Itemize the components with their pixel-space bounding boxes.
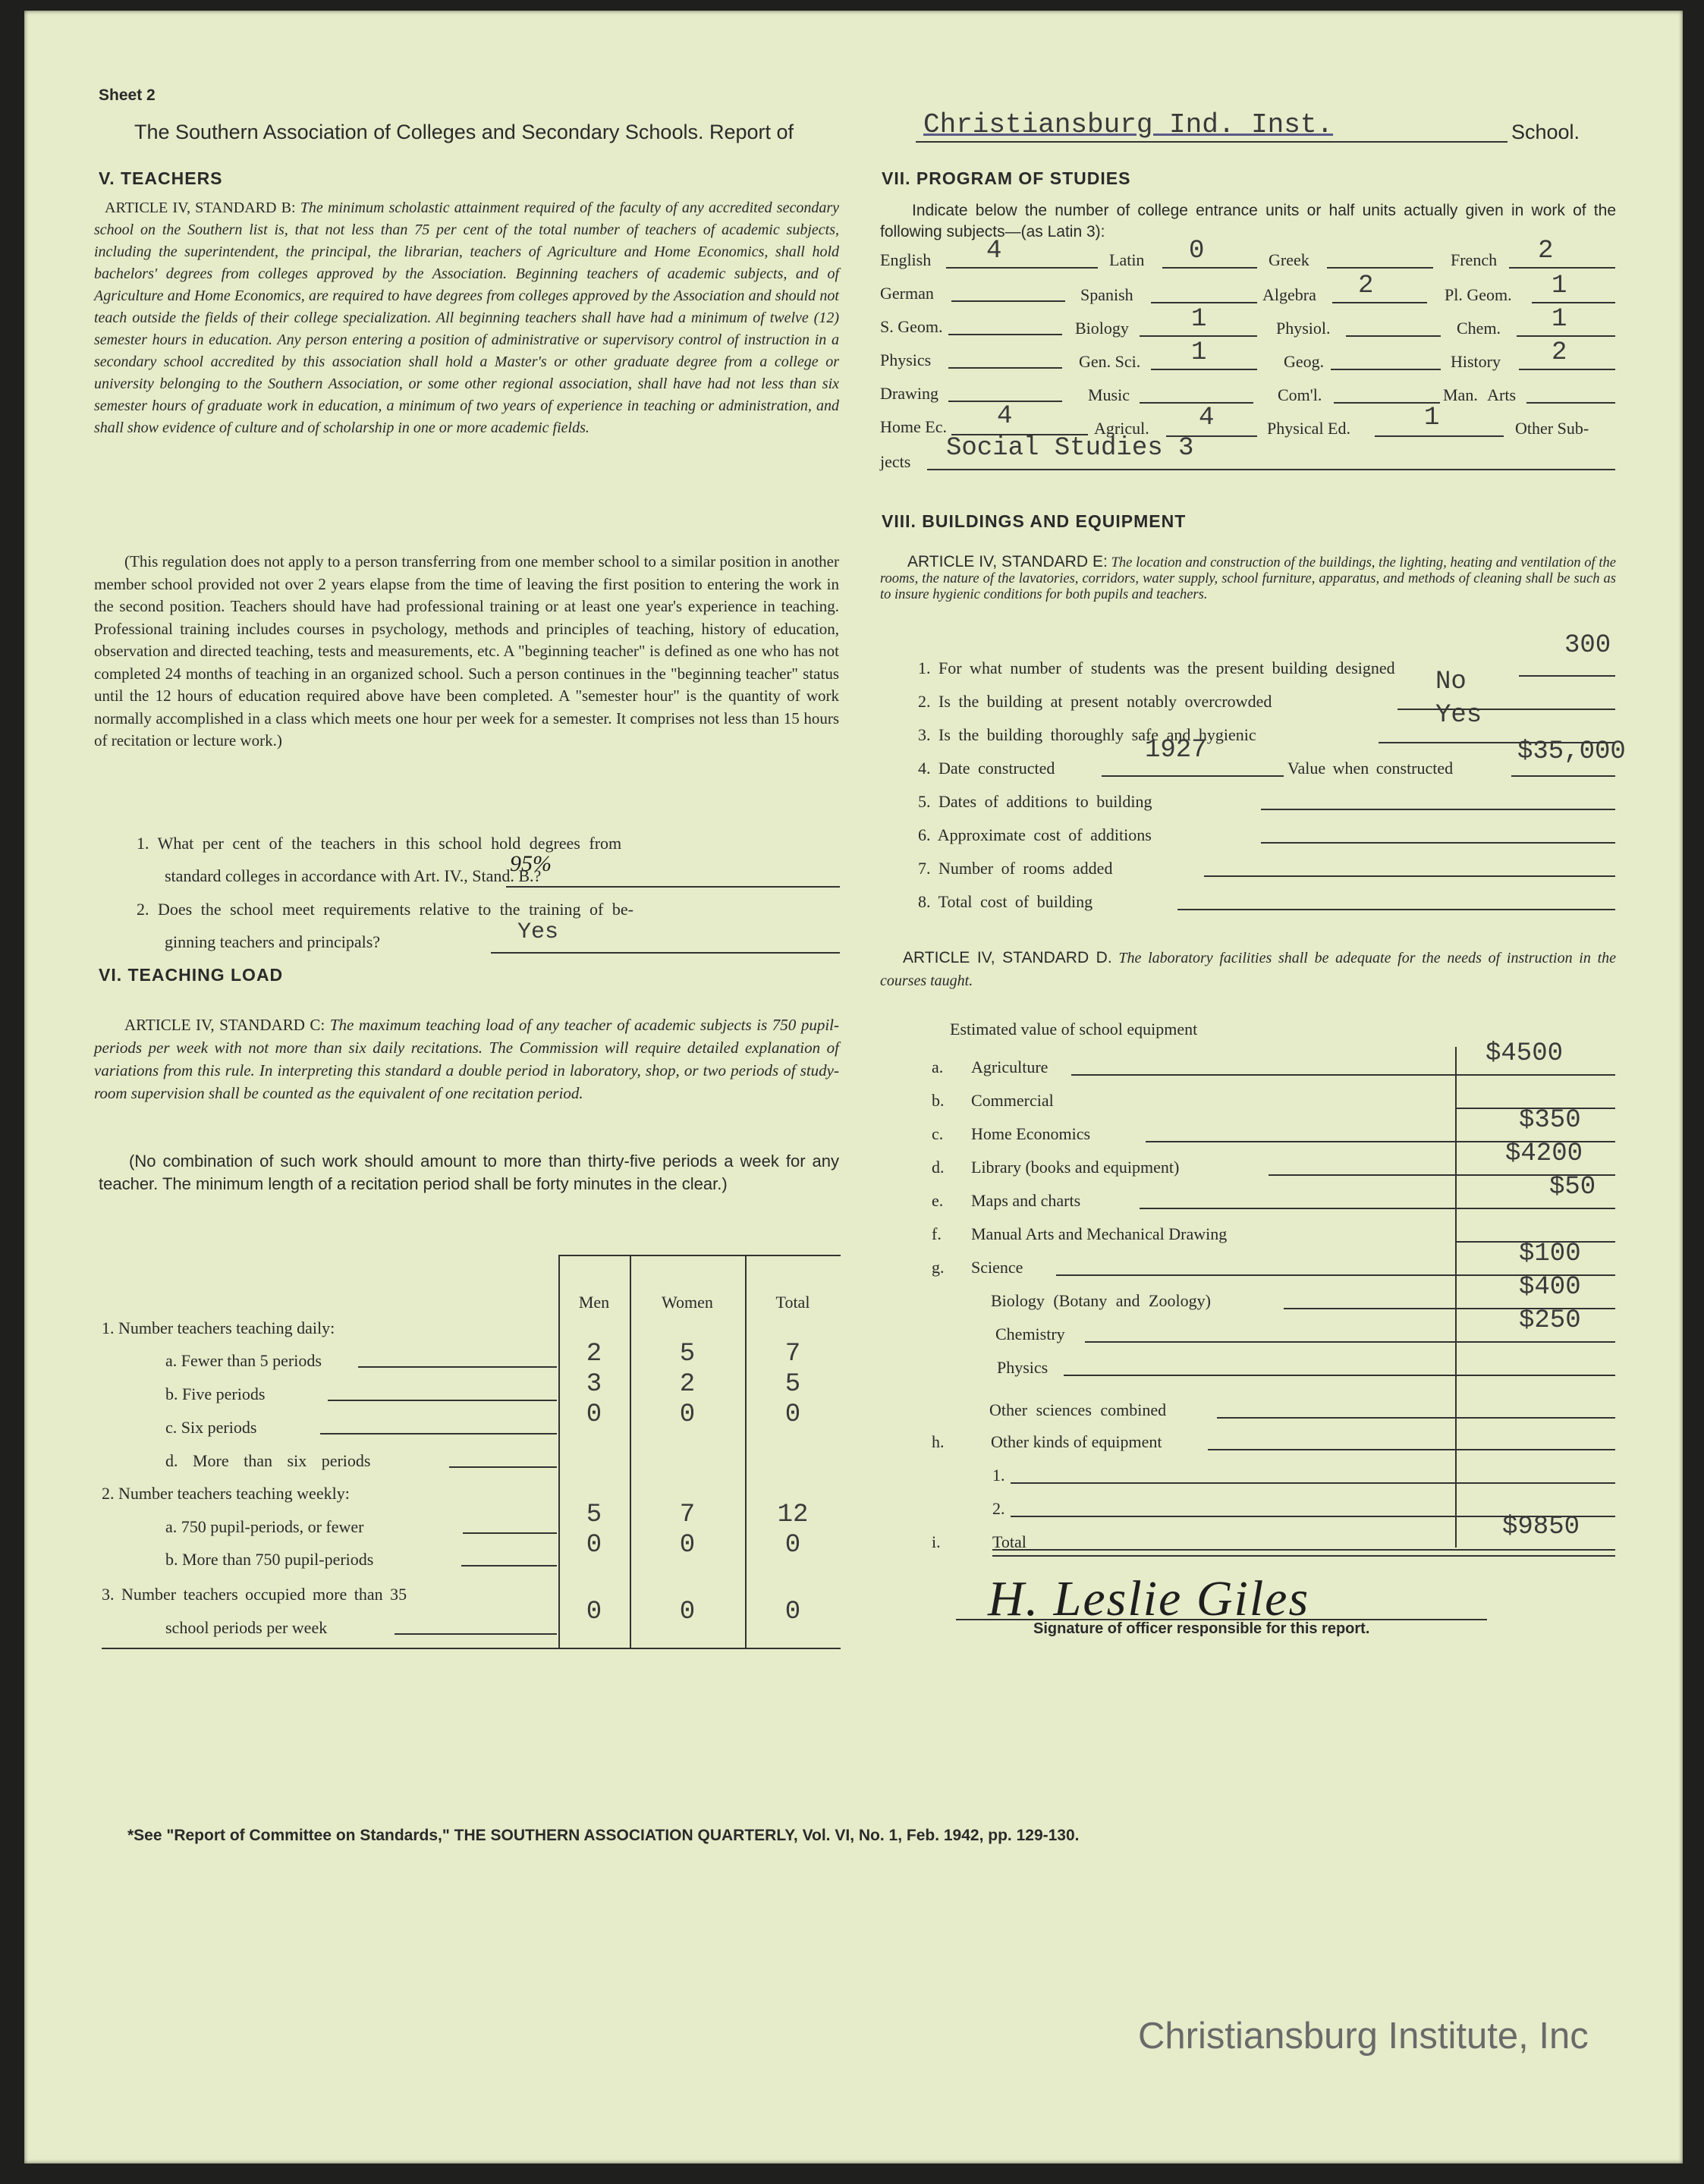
equip-letter: b. — [932, 1091, 945, 1110]
table-divider — [558, 1255, 560, 1649]
building-question: 2. Is the building at present notably overcrowded — [918, 692, 1272, 711]
equip-label: Chemistry — [995, 1325, 1065, 1343]
subject-rule — [948, 367, 1062, 369]
table-row-label: b. More than 750 pupil-periods — [165, 1550, 374, 1569]
row-rule — [449, 1466, 557, 1468]
cell-total: 0 — [784, 1531, 801, 1560]
question-rule — [1397, 709, 1615, 710]
building-answer: 300 — [1564, 631, 1611, 660]
buildings-article-text: The location and construction of the buildings, the lighting, heating and ventilation of the rooms, the nature of the lavatories, corridors, water supply, school furniture, apparatus, and methods of cleaning shall be such as to insure hygienic conditions for both pupils and teachers. — [880, 555, 1617, 602]
teachers-heading: V. TEACHERS — [99, 168, 223, 188]
subject-label: S. Geom. — [880, 317, 943, 336]
subject-label: Home Ec. — [880, 417, 947, 436]
equip-label: Maps and charts — [971, 1191, 1081, 1210]
equip-label: 2. — [992, 1499, 1005, 1518]
cell-total: 5 — [784, 1370, 801, 1399]
building-question: 1. For what number of students was the present building designed — [918, 658, 1395, 677]
equip-rule — [1064, 1375, 1615, 1376]
cell-men: 0 — [586, 1598, 602, 1626]
subject-rule — [1151, 302, 1257, 303]
subject-label: Pl. Geom. — [1445, 285, 1512, 304]
cell-men: 5 — [586, 1501, 602, 1529]
subject-label: Geog. — [1284, 352, 1325, 371]
equip-value: $4500 — [1485, 1039, 1564, 1068]
equip-label: Agriculture — [971, 1057, 1048, 1076]
cell-women: 0 — [679, 1400, 696, 1429]
buildings-article — [880, 554, 1616, 603]
equip-rule — [1011, 1482, 1615, 1484]
equip-value: $4200 — [1505, 1139, 1583, 1168]
row-rule — [328, 1400, 557, 1401]
cell-men: 0 — [586, 1400, 602, 1429]
building-question: 7. Number of rooms added — [918, 859, 1113, 878]
subject-label: Algebra — [1262, 285, 1316, 304]
subject-value: 1 — [1191, 305, 1207, 334]
subject-label: Physics — [880, 350, 932, 369]
subject-value: 0 — [1189, 237, 1205, 266]
subject-value: Social Studies 3 — [946, 434, 1194, 463]
subject-rule — [1331, 369, 1441, 370]
value-label: Value when constructed — [1287, 759, 1454, 778]
table-row-label: school periods per week — [165, 1618, 328, 1637]
equip-label: Physics — [997, 1358, 1048, 1377]
subject-rule — [1509, 267, 1615, 269]
building-answer: 1927 — [1145, 736, 1207, 765]
table-divider — [102, 1648, 841, 1649]
equipment-heading: Estimated value of school equipment — [950, 1020, 1198, 1039]
equip-value: $100 — [1519, 1240, 1581, 1268]
cell-men: 2 — [586, 1340, 602, 1369]
equip-rule — [1217, 1417, 1615, 1419]
cell-men: 3 — [586, 1370, 602, 1399]
equip-letter: c. — [932, 1124, 944, 1143]
subject-rule — [1346, 335, 1441, 337]
subject-label: History — [1451, 352, 1501, 371]
question-rule — [1261, 809, 1615, 810]
equip-letter: h. — [932, 1432, 945, 1451]
regulation-note: (This regulation does not apply to a person transferring from one member school to a similar position in another member school provided not over 2 years elapse from the time of leaving the first position to entering the work in the second position. Teachers should have had professional training or at least one year's experience in teaching. Professional training includes courses in psychology, methods and principles of teaching, history of education, observation and directed teaching, tests and measurements, etc. A "beginning teacher" is defined as one who has not completed 24 months of teaching in an organized school. Such a person continues in the "beginning teacher" status until the 12 hours of education required above have been completed. A "semester hour" is the quantity of work normally accomplished in a class which meets one hour per week for a semester. It comprises not less than 15 hours of recitation or lecture work.) — [94, 552, 839, 749]
cell-women: 0 — [679, 1531, 696, 1560]
equip-value: $9850 — [1502, 1513, 1580, 1541]
subject-label: Agricul. — [1094, 419, 1149, 438]
teachers-article-text: The minimum scholastic attainment required of the faculty of any accredited secondary school on the Southern list is, that not less than 75 per cent of the total number of teachers of academic subjects, including the superintendent, the principal, the librarian, teachers of Agriculture and Home Economics, shall hold bachelors' degrees from colleges approved by the Association. Beginning teachers of academic subjects, and of Agriculture and Home Economics, are required to have degrees from colleges approved by the Association and should not teach outside the fields of their college specialization. All beginning teachers shall have had a minimum of twelve (12) semester hours in education. Any person entering a position of administrative or supervisory control of instruction in a secondary school accredited by this association shall hold a Master's or other graduate degree from a college or university belonging to the Southern Association, or some other regional association, shall have had not less than six semester hours of graduate work in education, a minimum of two years of experience in teaching or administration, and shall show evidence of culture and of scholarship in one or more academic fields. — [94, 200, 839, 436]
subject-label: Music — [1088, 385, 1130, 404]
table-row-label: c. Six periods — [165, 1418, 257, 1437]
subject-value: 1 — [1552, 305, 1567, 334]
question-rule — [1511, 775, 1615, 777]
table-row-label: b. Five periods — [165, 1384, 266, 1403]
subject-rule — [1327, 267, 1433, 269]
signature: H. Leslie Giles — [988, 1571, 1310, 1626]
sheet-label: Sheet 2 — [99, 86, 156, 104]
subject-label: French — [1451, 250, 1498, 269]
subject-rule — [1151, 369, 1257, 370]
equip-label: Biology (Botany and Zoology) — [991, 1291, 1211, 1310]
cell-women: 2 — [679, 1370, 696, 1399]
equip-label: Library (books and equipment) — [971, 1158, 1180, 1177]
equip-value: $350 — [1519, 1106, 1581, 1135]
cell-men: 0 — [586, 1531, 602, 1560]
q2-rule — [491, 952, 840, 954]
subject-value: 2 — [1538, 237, 1554, 266]
teaching-load-article — [94, 1013, 839, 1105]
footnote: *See "Report of Committee on Standards," THE SOUTHERN ASSOCIATION QUARTERLY, Vol. VI, No. 1, Feb. 1942, pp. 129-130. — [127, 1827, 1080, 1844]
equip-letter: f. — [932, 1224, 942, 1243]
building-answer: No — [1435, 668, 1467, 696]
question-rule — [1519, 675, 1615, 677]
subject-rule — [948, 334, 1062, 335]
title-prefix: The Southern Association of Colleges and Secondary Schools. Report of — [134, 121, 794, 143]
q1-rule — [506, 886, 840, 888]
row-rule — [463, 1532, 557, 1534]
table-row-label: d. More than six periods — [165, 1451, 371, 1470]
subject-value: 1 — [1191, 338, 1207, 367]
table-row-label: 1. Number teachers teaching daily: — [102, 1318, 335, 1337]
subject-rule — [1140, 402, 1253, 404]
building-answer: Yes — [1435, 701, 1482, 730]
equip-label: Science — [971, 1258, 1023, 1277]
subject-value: 4 — [1199, 404, 1215, 432]
q2-line1: 2. Does the school meet requirements relative to the training of be- — [137, 900, 633, 919]
subject-label: Drawing — [880, 384, 938, 403]
equip-rule — [992, 1549, 1615, 1551]
row-rule — [358, 1366, 557, 1368]
equip-letter: e. — [932, 1191, 944, 1210]
cell-total: 0 — [784, 1598, 801, 1626]
equip-label: Other kinds of equipment — [991, 1432, 1162, 1451]
row-rule — [461, 1565, 557, 1567]
equip-label: Home Economics — [971, 1124, 1091, 1143]
table-row-label: 2. Number teachers teaching weekly: — [102, 1484, 350, 1503]
equip-rule — [992, 1555, 1615, 1557]
school-name: Christiansburg Ind. Inst. — [923, 109, 1334, 140]
load-article-text: The maximum teaching load of any teacher of academic subjects is 750 pupil-periods per week with not more than six daily recitations. The Commission will require detailed explanation of variations from this rule. In interpreting this standard a double period in laboratory, shop, or two periods of study-room supervision shall be counted as the equivalent of one recitation period. — [94, 1016, 840, 1102]
cell-total: 0 — [784, 1400, 801, 1429]
building-question: 5. Dates of additions to building — [918, 792, 1152, 811]
col-men: Men — [578, 1293, 610, 1312]
equip-label: Commercial — [971, 1091, 1054, 1110]
cell-total: 7 — [784, 1340, 801, 1369]
subject-label: Chem. — [1457, 319, 1501, 338]
subject-label: Physiol. — [1276, 319, 1331, 338]
equip-label: Other sciences combined — [989, 1400, 1167, 1419]
building-question: 6. Approximate cost of additions — [918, 825, 1152, 844]
equip-rule — [1071, 1074, 1615, 1076]
subject-label: Man. Arts — [1443, 385, 1516, 404]
table-divider — [558, 1255, 841, 1256]
cell-total: 12 — [777, 1501, 809, 1529]
table-row-label: a. 750 pupil-periods, or fewer — [165, 1517, 364, 1536]
equip-rule — [1140, 1208, 1615, 1209]
subject-rule — [1532, 302, 1615, 303]
watermark: Christiansburg Institute, Inc — [1138, 2016, 1589, 2057]
subject-rule — [1375, 435, 1504, 437]
building-question: 3. Is the building thoroughly safe and hygienic — [918, 725, 1256, 744]
subject-value: 2 — [1552, 338, 1567, 367]
subject-label: English — [880, 250, 932, 269]
subject-label: jects — [880, 452, 911, 471]
col-women: Women — [662, 1293, 713, 1312]
q1-answer: 95% — [510, 851, 552, 876]
buildings-article-label: ARTICLE IV, STANDARD E: — [907, 553, 1108, 570]
subject-label: Spanish — [1080, 285, 1133, 304]
load-article-label: ARTICLE IV, STANDARD C: — [124, 1016, 325, 1034]
buildings-heading: VIII. BUILDINGS AND EQUIPMENT — [882, 511, 1187, 531]
equip-letter: a. — [932, 1057, 944, 1076]
subject-rule — [1140, 335, 1257, 337]
subject-rule — [1162, 267, 1257, 269]
equip-letter: d. — [932, 1158, 945, 1177]
form-page — [24, 11, 1683, 2164]
question-rule — [1177, 909, 1615, 910]
building-question: 4. Date constructed — [918, 759, 1055, 778]
cell-women: 5 — [679, 1340, 696, 1369]
subject-rule — [946, 267, 1098, 269]
subject-rule — [1526, 402, 1615, 404]
row-rule — [320, 1433, 557, 1435]
cell-women: 7 — [679, 1501, 696, 1529]
equip-value: $400 — [1519, 1273, 1581, 1302]
program-intro: Indicate below the number of college entrance units or half units actually given in work of the following subjects—(as Latin 3): — [880, 202, 1616, 240]
teachers-article — [94, 197, 839, 439]
equip-label: 1. — [992, 1466, 1005, 1485]
lab-article — [880, 947, 1616, 992]
q1-line1: 1. What per cent of the teachers in this school hold degrees from — [137, 834, 622, 853]
subject-value: 1 — [1552, 272, 1567, 300]
equip-rule — [1208, 1449, 1615, 1450]
equip-rule — [1085, 1341, 1615, 1343]
equipment-column-divider — [1455, 1047, 1457, 1548]
question-rule — [1102, 775, 1284, 777]
equip-value: $50 — [1549, 1173, 1596, 1202]
subject-rule — [951, 300, 1065, 302]
subject-rule — [1332, 302, 1427, 303]
table-row-label: a. Fewer than 5 periods — [165, 1351, 322, 1370]
teaching-load-note: (No combination of such work should amount to more than thirty-five periods a week for any teacher. The minimum length of a recitation period shall be forty minutes in the clear.) — [99, 1152, 839, 1193]
subject-label: German — [880, 284, 934, 303]
table-divider — [745, 1255, 747, 1649]
subject-label: Gen. Sci. — [1079, 352, 1141, 371]
subject-value: 1 — [1424, 404, 1440, 432]
cell-women: 0 — [679, 1598, 696, 1626]
subject-label: Greek — [1269, 250, 1309, 269]
equip-label: Total — [992, 1532, 1026, 1551]
equip-label: Manual Arts and Mechanical Drawing — [971, 1224, 1228, 1243]
subject-value: 4 — [986, 237, 1002, 266]
question-rule — [1204, 875, 1615, 877]
subject-value: 2 — [1358, 272, 1374, 300]
school-name-rule — [916, 141, 1508, 143]
subject-rule — [1519, 369, 1615, 370]
equip-value: $250 — [1519, 1306, 1581, 1335]
subject-label: Biology — [1075, 319, 1129, 338]
subject-label: Latin — [1109, 250, 1145, 269]
equip-letter: g. — [932, 1258, 945, 1277]
value-answer: $35,000 — [1517, 737, 1626, 766]
lab-article-label: ARTICLE IV, STANDARD D. — [903, 949, 1112, 966]
subject-label: Com'l. — [1278, 385, 1322, 404]
row-rule — [395, 1633, 557, 1635]
subject-value: 4 — [997, 402, 1013, 431]
col-total: Total — [775, 1293, 810, 1312]
subject-rule — [927, 469, 1615, 470]
building-question: 8. Total cost of building — [918, 892, 1093, 911]
question-rule — [1261, 842, 1615, 844]
q1-line2: standard colleges in accordance with Art. IV., Stand. B.? — [165, 866, 542, 885]
lab-article-text: The laboratory facilities shall be adequate for the needs of instruction in the courses taught. — [880, 950, 1616, 989]
subject-rule — [1517, 335, 1615, 337]
q2-line2: ginning teachers and principals? — [165, 932, 381, 951]
program-heading: VII. PROGRAM OF STUDIES — [882, 168, 1131, 188]
subject-label: Physical Ed. — [1267, 419, 1350, 438]
table-row-label: 3. Number teachers occupied more than 35 — [102, 1585, 407, 1604]
equip-letter: i. — [932, 1532, 941, 1551]
q2-answer: Yes — [517, 919, 559, 945]
teachers-article-label: ARTICLE IV, STANDARD B: — [105, 200, 296, 216]
table-divider — [630, 1255, 631, 1649]
teaching-load-heading: VI. TEACHING LOAD — [99, 965, 284, 985]
subject-label: Other Sub- — [1515, 419, 1589, 438]
signature-caption: Signature of officer responsible for this report. — [1033, 1620, 1370, 1637]
title-suffix: School. — [1511, 121, 1580, 143]
